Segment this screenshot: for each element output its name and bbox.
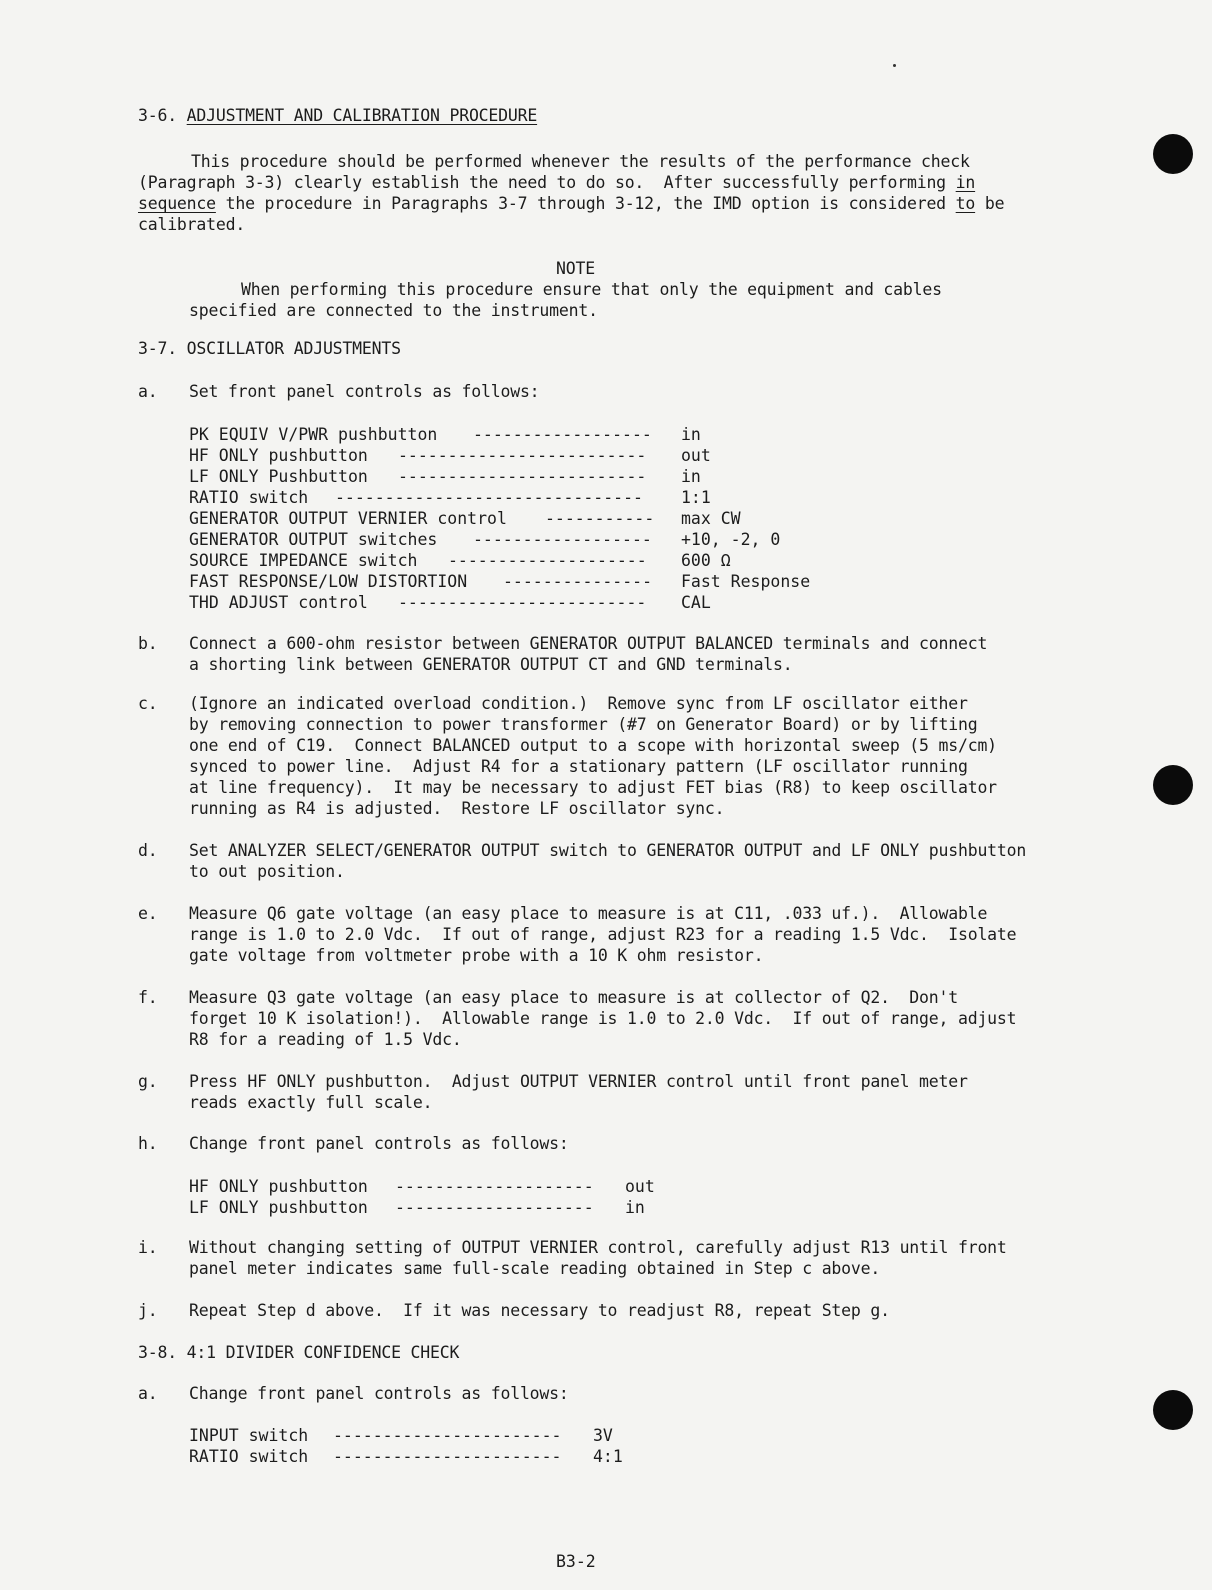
control-label: FAST RESPONSE/LOW DISTORTION — [189, 572, 468, 591]
intro-line-3 — [138, 193, 1004, 214]
step-letter: a. — [138, 1384, 158, 1403]
section-number: 3-6. — [138, 106, 177, 125]
control-value: in — [681, 467, 701, 486]
leader-dashes: -------------------- — [395, 1177, 594, 1196]
step-letter: g. — [138, 1072, 158, 1091]
step-a2-text: Change front panel controls as follows: — [189, 1384, 569, 1403]
control-label: RATIO switch — [189, 488, 309, 507]
leader-dashes: ------------------ — [473, 425, 652, 444]
control-value: in — [625, 1198, 645, 1217]
step-letter: d. — [138, 841, 158, 860]
step-e-line: Measure Q6 gate voltage (an easy place to measure is at C11, .033 uf.). Allowable — [189, 904, 988, 923]
step-e-line: range is 1.0 to 2.0 Vdc. If out of range, adjust R23 for a reading 1.5 Vdc. Isolate — [189, 925, 1017, 944]
step-c-line: synced to power line. Adjust R4 for a stationary pattern (LF oscillator running — [189, 757, 968, 776]
control-value: max CW — [681, 509, 741, 528]
control-value: Fast Response — [681, 572, 811, 591]
control-value: 600 Ω — [681, 551, 731, 570]
control-label: RATIO switch — [189, 1447, 309, 1466]
step-f-line: forget 10 K isolation!). Allowable range is 1.0 to 2.0 Vdc. If out of range, adjust — [189, 1009, 1017, 1028]
section-heading-3-6 — [138, 105, 537, 126]
leader-dashes: -------------------- — [448, 551, 647, 570]
leader-dashes: -------------------- — [395, 1198, 594, 1217]
step-a-text: Set front panel controls as follows: — [189, 382, 540, 401]
step-c-line: (Ignore an indicated overload condition.) Remove sync from LF oscillator either — [189, 694, 968, 713]
section-number: 3-7. — [138, 339, 177, 358]
leader-dashes: ------------------------- — [398, 593, 647, 612]
step-g-line: Press HF ONLY pushbutton. Adjust OUTPUT VERNIER control until front panel meter — [189, 1072, 968, 1091]
intro-emphasis: sequence — [138, 194, 216, 213]
note-line-1: When performing this procedure ensure that only the equipment and cables — [241, 280, 942, 299]
control-label: HF ONLY pushbutton — [189, 1177, 368, 1196]
step-letter: h. — [138, 1134, 158, 1153]
punch-hole-top — [1153, 134, 1193, 174]
control-value: CAL — [681, 593, 711, 612]
intro-emphasis: in — [955, 173, 976, 192]
control-label: LF ONLY pushbutton — [189, 1198, 368, 1217]
note-label: NOTE — [556, 259, 595, 278]
control-value: in — [681, 425, 701, 444]
leader-dashes: ------------------------------- — [335, 488, 643, 507]
control-label: LF ONLY Pushbutton — [189, 467, 368, 486]
step-c-line: running as R4 is adjusted. Restore LF oscillator sync. — [189, 799, 725, 818]
intro-line-4: calibrated. — [138, 215, 246, 234]
step-d-line: to out position. — [189, 862, 345, 881]
control-value: 1:1 — [681, 488, 711, 507]
control-value: 4:1 — [593, 1447, 623, 1466]
section-title: 4:1 DIVIDER CONFIDENCE CHECK — [186, 1343, 460, 1362]
step-b-line: Connect a 600-ohm resistor between GENERATOR OUTPUT BALANCED terminals and connect — [189, 634, 988, 653]
control-label: SOURCE IMPEDANCE switch — [189, 551, 418, 570]
section-number: 3-8. — [138, 1343, 177, 1362]
leader-dashes: ------------------------- — [398, 446, 647, 465]
leader-dashes: ----------------------- — [333, 1447, 562, 1466]
note-line-2: specified are connected to the instrument. — [189, 301, 598, 320]
leader-dashes: --------------- — [503, 572, 653, 591]
step-letter: b. — [138, 634, 158, 653]
step-c-line: one end of C19. Connect BALANCED output to a scope with horizontal sweep (5 ms/cm) — [189, 736, 997, 755]
step-d-line: Set ANALYZER SELECT/GENERATOR OUTPUT switch to GENERATOR OUTPUT and LF ONLY pushbutton — [189, 841, 1027, 860]
step-j-text: Repeat Step d above. If it was necessary to readjust R8, repeat Step g. — [189, 1301, 890, 1320]
step-letter: j. — [138, 1301, 158, 1320]
step-letter: i. — [138, 1238, 158, 1257]
section-heading-3-7 — [138, 338, 401, 359]
step-h-text: Change front panel controls as follows: — [189, 1134, 569, 1153]
step-b-line: a shorting link between GENERATOR OUTPUT CT and GND terminals. — [189, 655, 793, 674]
step-letter: e. — [138, 904, 158, 923]
step-i-line: panel meter indicates same full-scale reading obtained in Step c above. — [189, 1259, 881, 1278]
control-label: INPUT switch — [189, 1426, 309, 1445]
control-label: GENERATOR OUTPUT switches — [189, 530, 438, 549]
control-value: 3V — [593, 1426, 613, 1445]
step-f-line: Measure Q3 gate voltage (an easy place to measure is at collector of Q2. Don't — [189, 988, 958, 1007]
leader-dashes: ------------------ — [473, 530, 652, 549]
step-letter: f. — [138, 988, 158, 1007]
step-e-line: gate voltage from voltmeter probe with a 10 K ohm resistor. — [189, 946, 764, 965]
section-title: ADJUSTMENT AND CALIBRATION PROCEDURE — [186, 106, 538, 125]
leader-dashes: ----------- — [545, 509, 655, 528]
step-letter: a. — [138, 382, 158, 401]
intro-text: be — [975, 194, 1005, 213]
control-value: out — [625, 1177, 655, 1196]
leader-dashes: ----------------------- — [333, 1426, 562, 1445]
intro-text: the procedure in Paragraphs 3-7 through 3-12, the IMD option is considered — [215, 194, 956, 213]
intro-line-2 — [138, 172, 975, 193]
section-title: OSCILLATOR ADJUSTMENTS — [186, 339, 401, 358]
intro-line-1: This procedure should be performed whenever the results of the performance check — [191, 152, 970, 171]
control-label: THD ADJUST control — [189, 593, 368, 612]
step-f-line: R8 for a reading of 1.5 Vdc. — [189, 1030, 462, 1049]
punch-hole-bottom — [1153, 1390, 1193, 1430]
punch-hole-middle — [1153, 765, 1193, 805]
control-label: PK EQUIV V/PWR pushbutton — [189, 425, 438, 444]
control-value: out — [681, 446, 711, 465]
intro-emphasis: to — [955, 194, 976, 213]
section-heading-3-8 — [138, 1342, 459, 1363]
control-label: GENERATOR OUTPUT VERNIER control — [189, 509, 507, 528]
step-c-line: by removing connection to power transformer (#7 on Generator Board) or by lifting — [189, 715, 978, 734]
intro-text: (Paragraph 3-3) clearly establish the need to do so. After successfully performing — [138, 173, 956, 192]
step-i-line: Without changing setting of OUTPUT VERNIER control, carefully adjust R13 until front — [189, 1238, 1007, 1257]
step-c-line: at line frequency). It may be necessary to adjust FET bias (R8) to keep oscillator — [189, 778, 997, 797]
scan-speck — [893, 64, 896, 67]
step-letter: c. — [138, 694, 158, 713]
page-number: B3-2 — [556, 1552, 596, 1571]
step-g-line: reads exactly full scale. — [189, 1093, 433, 1112]
leader-dashes: ------------------------- — [398, 467, 647, 486]
control-value: +10, -2, 0 — [681, 530, 781, 549]
control-label: HF ONLY pushbutton — [189, 446, 368, 465]
